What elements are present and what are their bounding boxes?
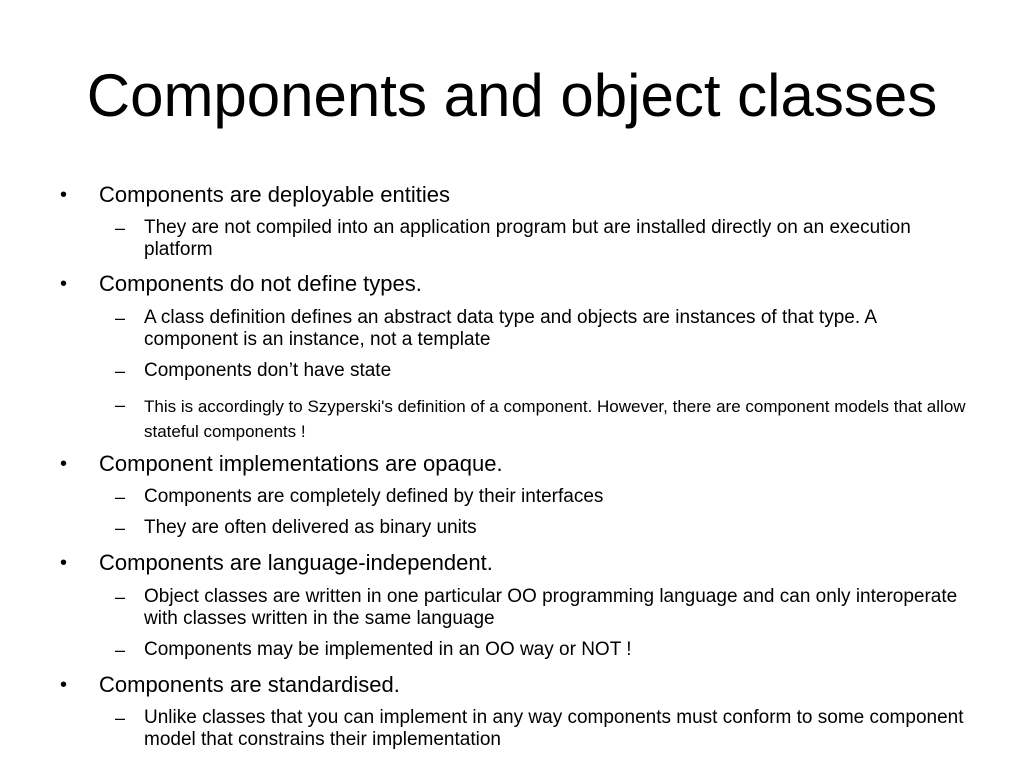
sub-bullet-marker: –	[115, 518, 126, 538]
bullet-text: Component implementations are opaque.	[99, 451, 503, 476]
bullet-marker: •	[60, 552, 68, 574]
sub-bullet-marker: –	[115, 361, 126, 381]
sub-bullet-marker: –	[115, 587, 126, 607]
sub-bullet-text: Object classes are written in one particular OO programming language and can only interoperate with classes written in the same language	[144, 586, 958, 629]
slide-title: Components and object classes	[86, 62, 938, 129]
bullet-marker: •	[60, 273, 68, 295]
sub-bullet-marker: –	[115, 708, 126, 728]
bullet-text: Components do not define types.	[99, 271, 422, 296]
sub-bullet-marker: –	[115, 640, 126, 660]
sub-bullet-text: Components don’t have state	[144, 360, 392, 381]
bullet-marker: •	[60, 453, 68, 475]
sub-bullet-marker: –	[115, 487, 126, 507]
sub-bullet-text: A class definition defines an abstract data type and objects are instances of that type. A component is an instance, not a template	[144, 307, 876, 350]
bullet-marker: •	[60, 184, 68, 206]
sub-bullet-text: This is accordingly to Szyperski's definition of a component. However, there are component models that allow stateful components !	[144, 397, 966, 441]
sub-bullet-text: Components may be implemented in an OO way or NOT !	[144, 639, 632, 660]
sub-bullet-text: Unlike classes that you can implement in any way components must conform to some component model that constrains their implementation	[144, 707, 964, 750]
bullet-marker: •	[60, 674, 68, 696]
sub-bullet-text: They are often delivered as binary units	[144, 517, 477, 538]
bullet-text: Components are language-independent.	[99, 550, 493, 575]
sub-bullet-marker: –	[115, 308, 126, 328]
sub-bullet-text: Components are completely defined by their interfaces	[144, 486, 604, 507]
sub-bullet-marker: –	[115, 218, 126, 238]
sub-bullet-marker: –	[115, 395, 126, 415]
bullet-text: Components are standardised.	[99, 672, 400, 697]
bullet-text: Components are deployable entities	[99, 182, 451, 207]
sub-bullet-text: They are not compiled into an application program but are installed directly on an execution platform	[144, 217, 911, 260]
